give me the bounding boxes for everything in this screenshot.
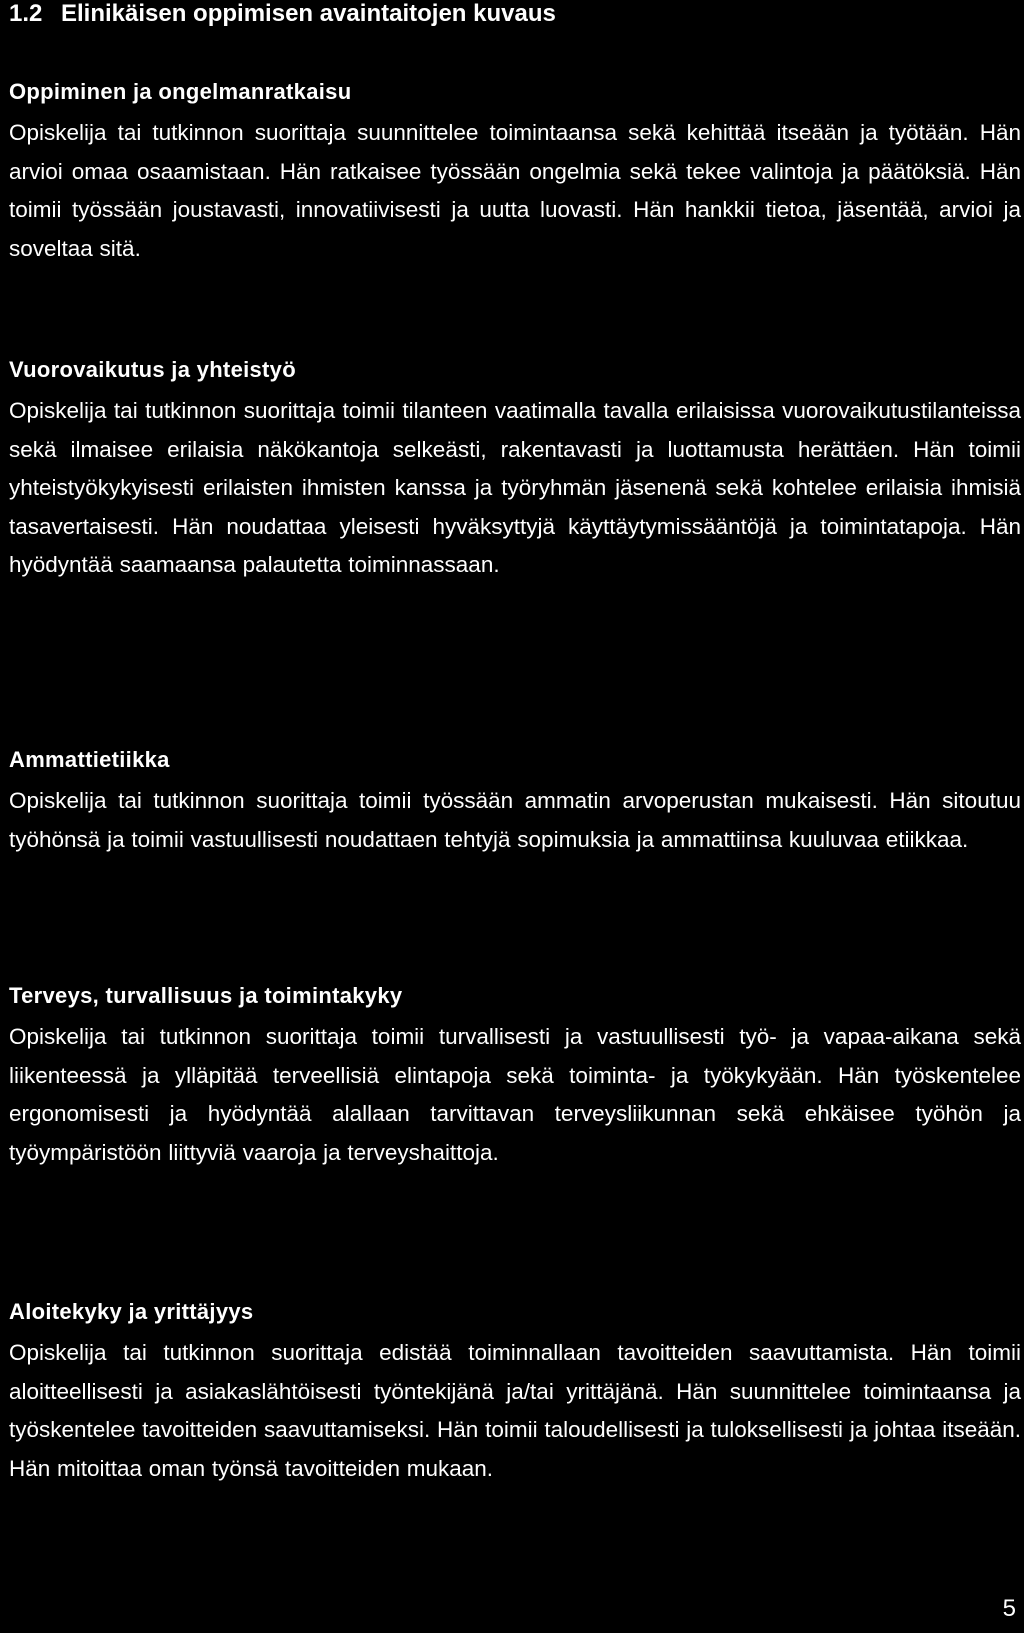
section-aloitekyky	[9, 1298, 1021, 1488]
page-number: 5	[1002, 1595, 1016, 1622]
section-title	[9, 0, 556, 28]
section-ammattietiikka	[9, 746, 1021, 859]
section-paragraph: Opiskelija tai tutkinnon suorittaja toimii turvallisesti ja vastuullisesti työ- ja vapaa-aikana sekä liikenteessä ja ylläpitää terveellisiä elintapoja sekä toiminta- ja työkykyään. Hän työskentelee ergonomisesti ja hyödyntää alallaan tarvittavan terveysliikunnan sekä ehkäisee työhön ja työympäristöön liittyviä vaaroja ja terveyshaittoja.	[9, 1024, 1021, 1165]
section-heading: Ammattietiikka	[9, 747, 170, 772]
section-vuorovaikutus	[9, 356, 1021, 585]
section-heading: Vuorovaikutus ja yhteistyö	[9, 357, 296, 382]
section-terveys	[9, 982, 1021, 1172]
section-oppiminen	[9, 78, 1021, 268]
section-heading: Terveys, turvallisuus ja toimintakyky	[9, 983, 403, 1008]
section-paragraph: Opiskelija tai tutkinnon suorittaja edistää toiminnallaan tavoitteiden saavuttamista. Hän toimii aloitteellisesti ja asiakaslähtöisesti työntekijänä ja/tai yrittäjänä. Hän suunnittelee toimintaansa ja työskentelee tavoitteiden saavuttamiseksi. Hän toimii taloudellisesti ja tuloksellisesti ja johtaa itseään. Hän mitoittaa oman työnsä tavoitteiden mukaan.	[9, 1340, 1021, 1481]
section-number: 1.2	[9, 0, 43, 27]
section-heading: Aloitekyky ja yrittäjyys	[9, 1299, 254, 1324]
section-paragraph: Opiskelija tai tutkinnon suorittaja toimii tilanteen vaatimalla tavalla erilaisissa vuorovaikutustilanteissa sekä ilmaisee erilaisia näkökantoja selkeästi, rakentavasti ja luottamusta herättäen. Hän toimii yhteistyökykyisesti erilaisten ihmisten kanssa ja työryhmän jäsenenä sekä kohtelee erilaisia ihmisiä tasavertaisesti. Hän noudattaa yleisesti hyväksyttyjä käyttäytymissääntöjä ja toimintatapoja. Hän hyödyntää saamaansa palautetta toiminnassaan.	[9, 398, 1021, 578]
section-title-text: Elinikäisen oppimisen avaintaitojen kuvaus	[61, 0, 556, 27]
section-paragraph: Opiskelija tai tutkinnon suorittaja suunnittelee toimintaansa sekä kehittää itseään ja työtään. Hän arvioi omaa osaamistaan. Hän ratkaisee työssään ongelmia sekä tekee valintoja ja päätöksiä. Hän toimii työssään joustavasti, innovatiivisesti ja uutta luovasti. Hän hankkii tietoa, jäsentää, arvioi ja soveltaa sitä.	[9, 120, 1021, 261]
section-paragraph: Opiskelija tai tutkinnon suorittaja toimii työssään ammatin arvoperustan mukaisesti. Hän sitoutuu työhönsä ja toimii vastuullisesti noudattaen tehtyjä sopimuksia ja ammattiinsa kuuluvaa etiikkaa.	[9, 788, 1021, 852]
section-heading: Oppiminen ja ongelmanratkaisu	[9, 79, 352, 104]
